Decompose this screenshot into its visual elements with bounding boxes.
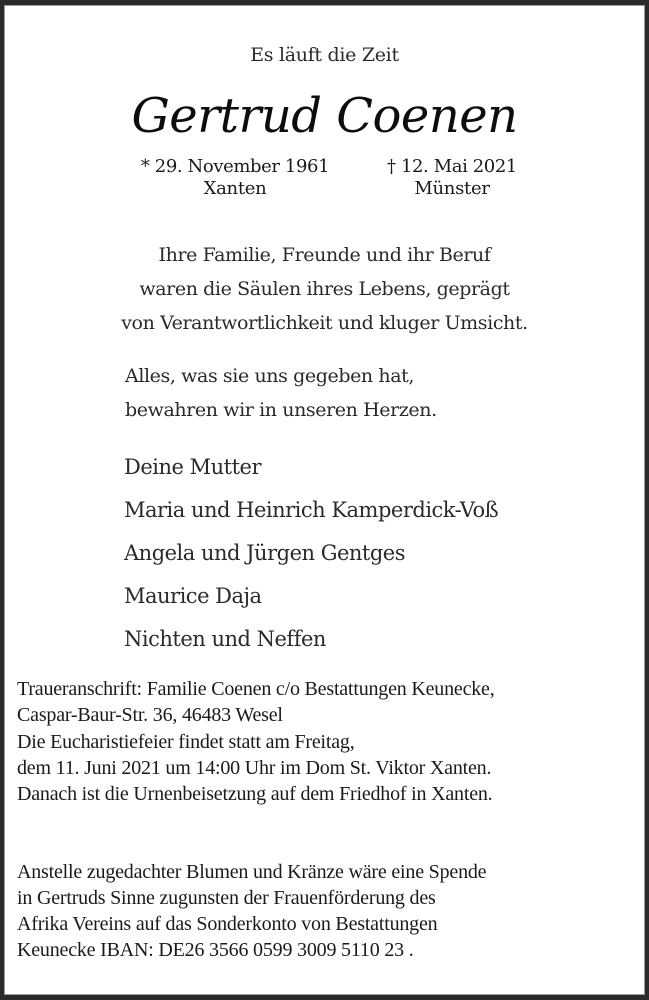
- poem-line: von Verantwortlichkeit und kluger Umsicht.: [121, 312, 528, 334]
- donation-line: Afrika Vereins auf das Sonderkonto von Bestattungen: [17, 913, 438, 935]
- donation-line: in Gertruds Sinne zugunsten der Frauenförderung des: [17, 887, 436, 909]
- service-line: Die Eucharistiefeier findet statt am Freitag,: [17, 731, 355, 753]
- poem-line: Alles, was sie uns gegeben hat,: [125, 365, 415, 387]
- address-line: Traueranschrift: Familie Coenen c/o Bestattungen Keunecke,: [17, 678, 495, 700]
- poem-verse: [5, 238, 644, 340]
- death-date: † 12. Mai 2021: [387, 156, 517, 177]
- mourning-address: [17, 676, 642, 728]
- poem-line: Ihre Familie, Freunde und ihr Beruf: [158, 244, 491, 266]
- birth-date: * 29. November 1961: [140, 156, 330, 177]
- address-line: Caspar-Baur-Str. 36, 46483 Wesel: [17, 704, 283, 726]
- life-dates: [113, 156, 533, 208]
- mourners-list: [124, 446, 498, 661]
- donation-info: [17, 859, 642, 963]
- service-line: Danach ist die Urnenbeisetzung auf dem Friedhof in Xanten.: [17, 783, 493, 805]
- motto: Es läuft die Zeit: [250, 44, 399, 66]
- remembrance-verse: [125, 359, 437, 427]
- poem-line: waren die Säulen ihres Lebens, geprägt: [139, 278, 510, 300]
- donation-line: Keunecke IBAN: DE26 3566 0599 3009 5110 23 .: [17, 939, 414, 961]
- mourner: Maurice Daja: [124, 584, 262, 608]
- service-line: dem 11. Juni 2021 um 14:00 Uhr im Dom St. Viktor Xanten.: [17, 757, 492, 779]
- death-place: Münster: [414, 178, 490, 199]
- obituary-notice: [4, 5, 645, 995]
- poem-line: bewahren wir in unseren Herzen.: [125, 399, 437, 421]
- mourner: Angela und Jürgen Gentges: [124, 541, 406, 565]
- mourner: Deine Mutter: [124, 455, 261, 479]
- mourner: Nichten und Neffen: [124, 627, 326, 651]
- donation-line: Anstelle zugedachter Blumen und Kränze wäre eine Spende: [17, 861, 487, 883]
- birth-info: [113, 156, 357, 199]
- birth-place: Xanten: [203, 178, 267, 199]
- service-info: [17, 729, 642, 807]
- death-info: [372, 156, 532, 199]
- mourner: Maria und Heinrich Kamperdick-Voß: [124, 498, 499, 522]
- deceased-name: Gertrud Coenen: [131, 88, 518, 144]
